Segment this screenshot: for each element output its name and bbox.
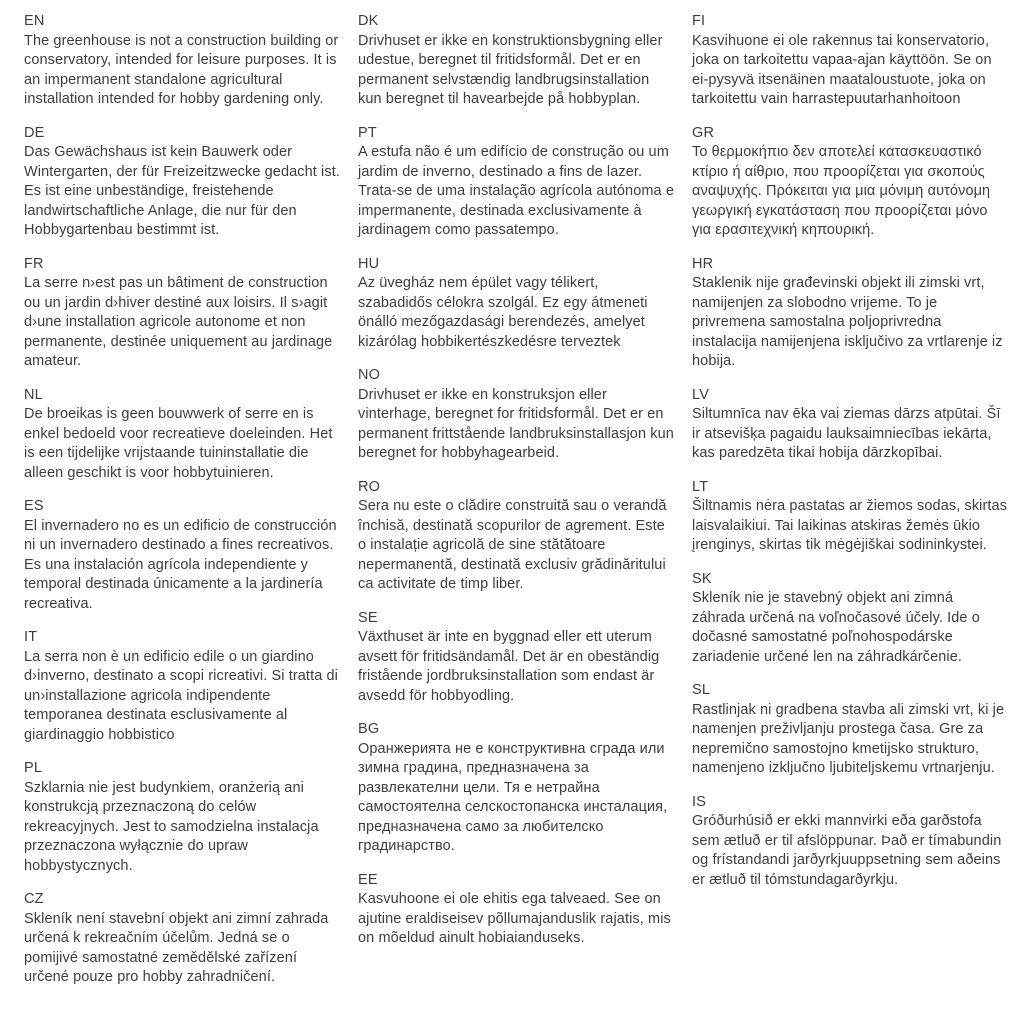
language-block-fi bbox=[692, 12, 1010, 110]
language-block-dk bbox=[358, 12, 676, 110]
language-block-sk bbox=[692, 570, 1010, 668]
language-text-es: El invernadero no es un edificio de construcción ni un invernadero destinado a fines recreativos. Es una instalación agrícola independiente y temporal destinada únicamente a la jardinería recreativa. bbox=[24, 517, 337, 612]
language-code-fi: FI bbox=[692, 13, 706, 29]
language-code-es: ES bbox=[24, 498, 44, 514]
column-1 bbox=[24, 12, 342, 988]
language-code-de: DE bbox=[24, 124, 45, 141]
language-code-nl: NL bbox=[24, 386, 43, 403]
language-code-ee: EE bbox=[358, 871, 378, 888]
language-block-fr bbox=[24, 255, 342, 372]
language-code-sl: SL bbox=[692, 682, 711, 698]
language-block-gr bbox=[692, 124, 1010, 241]
language-block-de bbox=[24, 124, 342, 241]
language-text-ee: Kasvuhoone ei ole ehitis ega talveaed. See on ajutine eraldiseisev põllumajanduslik rajatis, mis on mõeldud ainult hobiaianduseks. bbox=[358, 891, 671, 946]
language-text-fr: La serre n›est pas un bâtiment de construction ou un jardin d›hiver destiné aux loisirs. Il s›agit d›une installation agricole autonome et non permanente, destinée uniquement au jardinage amateur. bbox=[24, 275, 333, 369]
language-text-de: Das Gewächshaus ist kein Bauwerk oder Wintergarten, der für Freizeitzwecke gedacht ist. Es ist eine unbeständige, freistehende landwirtschaftliche Anlage, die nur für den Hobbygartenbau bestimmt ist. bbox=[24, 144, 340, 238]
language-text-fi: Kasvihuone ei ole rakennus tai konservatorio, joka on tarkoitettu vapaa-ajan käyttöön. Se on ei-pysyvä itsenäinen maataloustuote, joka on tarkoitettu vain harrastepuutarhanhoitoon bbox=[692, 32, 992, 107]
language-text-hu: Az üvegház nem épület vagy télikert, szabadidős célokra szolgál. Ez egy átmeneti önálló mezőgazdasági berendezés, amelyet kizárólag hobbikertészkedésre terveztek bbox=[358, 275, 648, 350]
language-text-pl: Szklarnia nie jest budynkiem, oranżerią ani konstrukcją przeznaczoną do celów rekreacyjnych. Jest to samodzielna instalacja przeznaczona wyłącznie do upraw hobbystycznych. bbox=[24, 779, 319, 874]
language-block-lt bbox=[692, 478, 1010, 556]
language-text-pt: A estufa não é um edifício de construção ou um jardim de inverno, destinado a fins de lazer. Trata-se de uma instalação agrícola autónoma e impermanente, destinada exclusivamente à jardinagem como passatempo. bbox=[358, 144, 674, 238]
language-code-hr: HR bbox=[692, 255, 714, 272]
language-text-no: Drivhuset er ikke en konstruksjon eller vinterhage, beregnet for fritidsformål. Det er en permanent frittstående landbruksinstallasjon kun beregnet for hobbyhagearbeid. bbox=[358, 386, 674, 461]
language-text-sl: Rastlinjak ni gradbena stavba ali zimski vrt, ki je namenjen preživljanju prostega časa. Gre za nepremično samostojno kmetijsko strukturo, namenjeno izključno ljubiteljskemu vrtnarjenju. bbox=[692, 701, 1005, 776]
language-block-bg bbox=[358, 720, 676, 857]
language-code-no: NO bbox=[358, 367, 381, 383]
language-text-sk: Skleník nie je stavebný objekt ani zimná záhrada určená na voľnočasové účely. Ide o dočasné samostatné poľnohospodárske zariadenie určené len na záhradkárčenie. bbox=[692, 590, 980, 665]
language-block-nl bbox=[24, 386, 342, 484]
language-block-ro bbox=[358, 478, 676, 595]
language-block-it bbox=[24, 628, 342, 745]
language-code-cz: CZ bbox=[24, 891, 44, 907]
language-text-is: Gróðurhúsið er ekki mannvirki eða garðstofa sem ætluð er til afslöppunar. Það er tímabundin og frístandandi jarðyrkjuuppsetning sem aðeins er ætluð til tómstundagarðyrkju. bbox=[692, 813, 1002, 888]
language-text-en: The greenhouse is not a construction building or conservatory, intended for leisure purposes. It is an impermanent standalone agricultural installation intended for hobby gardening only. bbox=[24, 32, 339, 107]
language-code-hu: HU bbox=[358, 255, 380, 272]
language-text-bg: Оранжерията не е конструктивна сграда или зимна градина, предназначена за развлекателни цели. Тя е нетрайна самостоятелна селскостопанска инсталация, предназначена само за любителско градинарство. bbox=[358, 740, 668, 854]
language-text-se: Växthuset är inte en byggnad eller ett uterum avsett för fritidsändamål. Det är en obeständig fristående jordbruksinstallation som endast är avsedd för hobbyodling. bbox=[358, 629, 660, 704]
language-block-en bbox=[24, 12, 342, 110]
language-code-ro: RO bbox=[358, 478, 381, 495]
language-text-nl: De broeikas is geen bouwwerk of serre en is enkel bedoeld voor recreatieve doeleinden. Het is een tijdelijke vrijstaande tuininstallatie die alleen geschikt is voor hobbytuinieren. bbox=[24, 406, 333, 481]
language-block-no bbox=[358, 366, 676, 464]
language-code-en: EN bbox=[24, 13, 45, 29]
language-code-se: SE bbox=[358, 609, 378, 626]
language-block-ee bbox=[358, 871, 676, 949]
language-text-gr: Το θερμοκήπιο δεν αποτελεί κατασκευαστικό κτίριο ή αίθριο, που προορίζεται για σκοπούς αναψυχής. Πρόκειται για μια μόνιμη αυτόνομη γεωργική εγκατάσταση που προορίζεται μόνο για ερασιτεχνική κηπουρική. bbox=[692, 144, 991, 238]
language-text-dk: Drivhuset er ikke en konstruktionsbygning eller udestue, beregnet til fritidsformål. Det er en permanent selvstændig landbrugsinstallation kun beregnet til havearbejde på hobbyplan. bbox=[358, 32, 663, 107]
language-block-hr bbox=[692, 255, 1010, 372]
language-text-cz: Skleník není stavební objekt ani zimní zahrada určená k rekreačním účelům. Jedná se o pomijivé samostatné zemědělské zařízení určené pouze pro hobby zahradničení. bbox=[24, 910, 329, 985]
language-code-fr: FR bbox=[24, 255, 44, 272]
language-block-pl bbox=[24, 759, 342, 876]
column-3 bbox=[692, 12, 1010, 988]
language-text-it: La serra non è un edificio edile o un giardino d›inverno, destinato a scopi ricreativi. Si tratta di un›installazione agricola indipendente temporanea destinata esclusivamente al giardinaggio hobbistico bbox=[24, 648, 338, 743]
language-block-se bbox=[358, 609, 676, 707]
language-text-lv: Siltumnīca nav ēka vai ziemas dārzs atpūtai. Šī ir atsevišķa pagaidu lauksaimniecības iekārta, kas paredzēta tikai hobija dārzkopībai. bbox=[692, 406, 1001, 461]
language-block-es bbox=[24, 497, 342, 614]
language-text-lt: Šiltnamis nėra pastatas ar žiemos sodas, skirtas laisvalaikiui. Tai laikinas atskiras žemės ūkio įrenginys, skirtas tik mėgėjiškai sodininkystei. bbox=[692, 498, 1008, 553]
language-code-bg: BG bbox=[358, 721, 380, 737]
language-code-lt: LT bbox=[692, 478, 709, 495]
language-text-ro: Sera nu este o clădire construită sau o verandă închisă, destinată scopurilor de agrement. Este o instalație agricolă de sine stătătoare nepermanentă, destinată exclusiv grădinăritului ca activitate de timp liber. bbox=[358, 498, 667, 592]
language-code-dk: DK bbox=[358, 13, 379, 29]
language-block-is bbox=[692, 793, 1010, 891]
language-code-pl: PL bbox=[24, 760, 43, 776]
language-code-pt: PT bbox=[358, 124, 377, 141]
language-code-is: IS bbox=[692, 793, 707, 810]
language-block-pt bbox=[358, 124, 676, 241]
language-code-it: IT bbox=[24, 629, 38, 645]
language-text-hr: Staklenik nije građevinski objekt ili zimski vrt, namijenjen za slobodno vrijeme. To je privremena samostalna poljoprivredna instalacija namijenjena isključivo za vrtlarenje iz hobija. bbox=[692, 275, 1003, 369]
column-2 bbox=[358, 12, 676, 988]
language-code-gr: GR bbox=[692, 124, 715, 141]
language-block-cz bbox=[24, 890, 342, 988]
language-block-hu bbox=[358, 255, 676, 353]
language-block-lv bbox=[692, 386, 1010, 464]
language-code-lv: LV bbox=[692, 386, 710, 403]
language-block-sl bbox=[692, 681, 1010, 779]
language-code-sk: SK bbox=[692, 570, 712, 587]
